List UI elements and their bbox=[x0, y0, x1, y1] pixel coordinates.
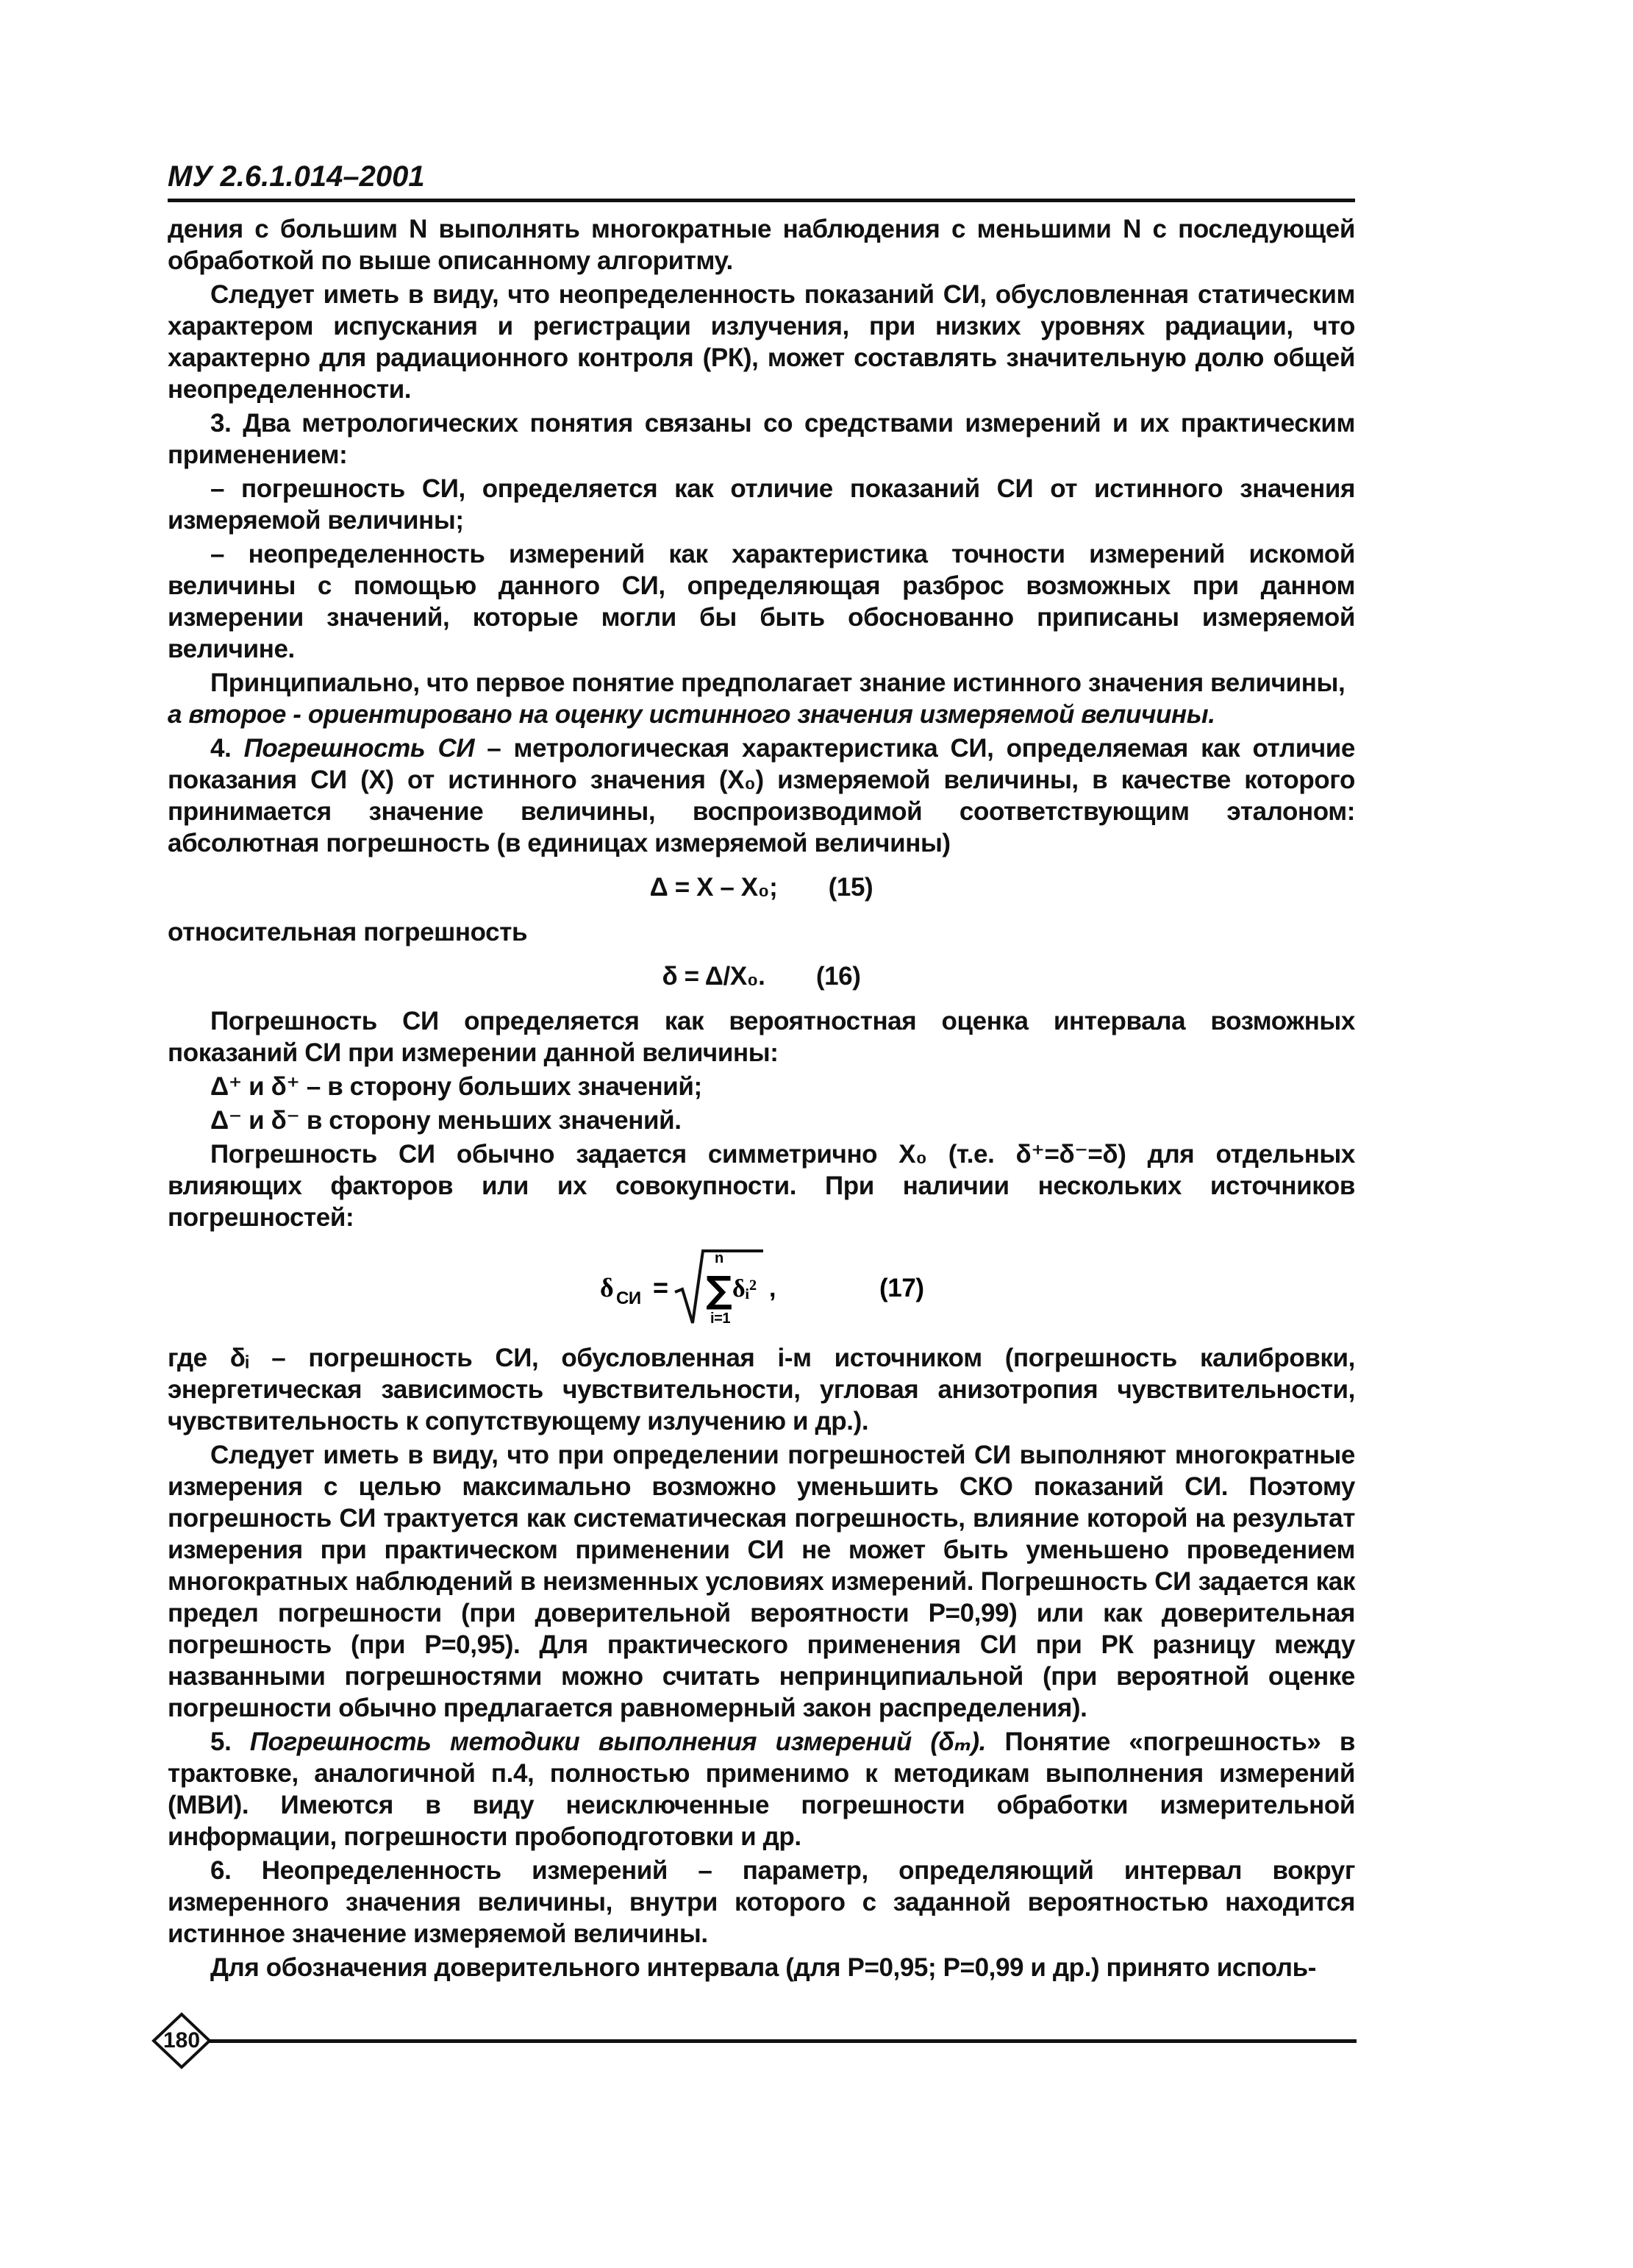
paragraph: Погрешность СИ определяется как вероятностная оценка интервала возможных показаний СИ при измерении данной величины: bbox=[168, 1007, 1355, 1067]
sum-sign: ∑ bbox=[705, 1269, 732, 1311]
paragraph: Следует иметь в виду, что неопределенность показаний СИ, обусловленная статическим характером испускания и регистрации излучения, при низких уровнях радиации, что характерно для радиационного контроля (РК), может составлять значительную долю общей неопределенности. bbox=[168, 280, 1355, 404]
paragraph: Δ⁺ и δ⁺ – в сторону больших значений; bbox=[210, 1072, 702, 1101]
formula-comma: , bbox=[768, 1274, 776, 1302]
paragraph: Δ⁻ и δ⁻ в сторону меньших значений. bbox=[210, 1106, 682, 1135]
item-number: 6. bbox=[210, 1856, 262, 1885]
paragraph: дения с большим N выполнять многократные наблюдения с меньшими N с последующей обработкой по выше описанному алгоритму. bbox=[168, 215, 1355, 275]
paragraph bbox=[168, 667, 1355, 730]
formula-number: (17) bbox=[879, 1274, 924, 1302]
formula-number: (15) bbox=[828, 873, 873, 902]
paragraph: Погрешность СИ обычно задается симметрично X₀ (т.е. δ⁺=δ⁻=δ) для отдельных влияющих факторов или их совокупности. При наличии нескольких источников погрешностей: bbox=[168, 1140, 1355, 1232]
sum-lower-limit: i=1 bbox=[710, 1310, 730, 1327]
term: Погрешность СИ bbox=[243, 734, 475, 763]
document-code: МУ 2.6.1.014–2001 bbox=[168, 160, 425, 193]
formula-lhs-subscript: СИ bbox=[615, 1288, 641, 1308]
paragraph: где δᵢ – погрешность СИ, обусловленная i-м источником (погрешность калибровки, энергетическая зависимость чувствительности, угловая анизотропия чувствительности, чувствительность к сопутствующему излучению и др.). bbox=[168, 1344, 1355, 1436]
body-text bbox=[168, 213, 1355, 1986]
footer-rule bbox=[210, 2039, 1357, 2043]
paragraph: Для обозначения доверительного интервала (для P=0,95; P=0,99 и др.) принято исполь- bbox=[210, 1953, 1316, 1982]
page-number: 180 bbox=[162, 2028, 201, 2053]
sum-upper-limit: n bbox=[714, 1250, 723, 1266]
paragraph: Следует иметь в виду, что при определении погрешностей СИ выполняют многократные измерения с целью максимально возможно уменьшить СКО показаний СИ. Поэтому погрешность СИ трактуется как систематическая погрешность, влияние которой на результат измерения при практическом применении СИ не может быть уменьшено проведением многократных наблюдений в неизменных условиях измерений. Погрешность СИ задается как предел погрешности (при доверительной вероятности P=0,99) или как доверительная погрешность (при P=0,95). Для практического применения СИ при РК разницу между названными погрешностями можно считать непринципиальной (при вероятной оценке погрешности обычно предлагается равномерный закон распределения). bbox=[168, 1441, 1355, 1722]
paragraph-text: связаны со средствами измерений и их практическим применением: bbox=[168, 409, 1355, 469]
item-number: 5. bbox=[210, 1727, 250, 1756]
paragraph-text: Понятие «погрешность» в трактовке, аналогичной п.4, полностью применимо к методикам выполнения измерений (МВИ). Имеются в виду неисключенные погрешности обработки измерительной информации, погрешности пробоподготовки и др. bbox=[168, 1727, 1355, 1851]
paragraph bbox=[168, 1726, 1355, 1852]
item-number: 3. bbox=[210, 409, 243, 438]
paragraph bbox=[168, 1855, 1355, 1950]
paragraph: относительная погрешность bbox=[168, 918, 528, 946]
paragraph-text: Принципиально, что первое понятие предполагает знание истинного значения величины, bbox=[210, 668, 1346, 697]
formula-16 bbox=[168, 957, 1355, 996]
formula-15 bbox=[168, 868, 1355, 907]
item-number: 4. bbox=[210, 734, 244, 763]
term: Погрешность методики выполнения измерений (δₘ). bbox=[249, 1727, 986, 1756]
formula-17-graphic bbox=[585, 1244, 938, 1332]
formula-lhs: δ bbox=[599, 1273, 613, 1302]
formula-equals: = bbox=[652, 1272, 668, 1302]
page-footer bbox=[151, 2011, 1357, 2070]
formula-number: (16) bbox=[815, 962, 861, 991]
term: Два метрологических понятия bbox=[243, 409, 633, 438]
formula-expression: Δ = X – X₀; bbox=[649, 873, 778, 902]
formula-expression: δ = Δ/X₀. bbox=[662, 962, 765, 991]
paragraph bbox=[168, 732, 1355, 859]
sum-term: δᵢ² bbox=[732, 1275, 757, 1302]
paragraph bbox=[168, 407, 1355, 471]
term: Неопределенность измерений bbox=[261, 1856, 668, 1885]
paragraph-text: – параметр, определяющий интервал вокруг измеренного значения величины, внутри которого с заданной вероятностью находится истинное значение измеряемой величины. bbox=[168, 1856, 1355, 1948]
formula-17 bbox=[168, 1244, 1355, 1332]
paragraph-text: – метрологическая характеристика СИ, определяемая как отличие показания СИ (X) от истинного значения (X₀) измеряемой величины, в качестве которого принимается значение величины, воспроизводимой соответствующим эталоном: абсолютная погрешность (в единицах измеряемой величины) bbox=[168, 734, 1355, 857]
page-header bbox=[168, 154, 1355, 202]
paragraph-text-italic: а второе - ориентировано на оценку истинного значения измеряемой величины. bbox=[168, 700, 1215, 729]
paragraph: – погрешность СИ, определяется как отличие показаний СИ от истинного значения измеряемой величины; bbox=[168, 474, 1355, 535]
page-number-badge bbox=[151, 2011, 212, 2070]
paragraph: – неопределенность измерений как характеристика точности измерений искомой величины с помощью данного СИ, определяющая разброс возможных при данном измерении значений, которые могли бы быть обоснованно приписаны измеряемой величине. bbox=[168, 540, 1355, 663]
